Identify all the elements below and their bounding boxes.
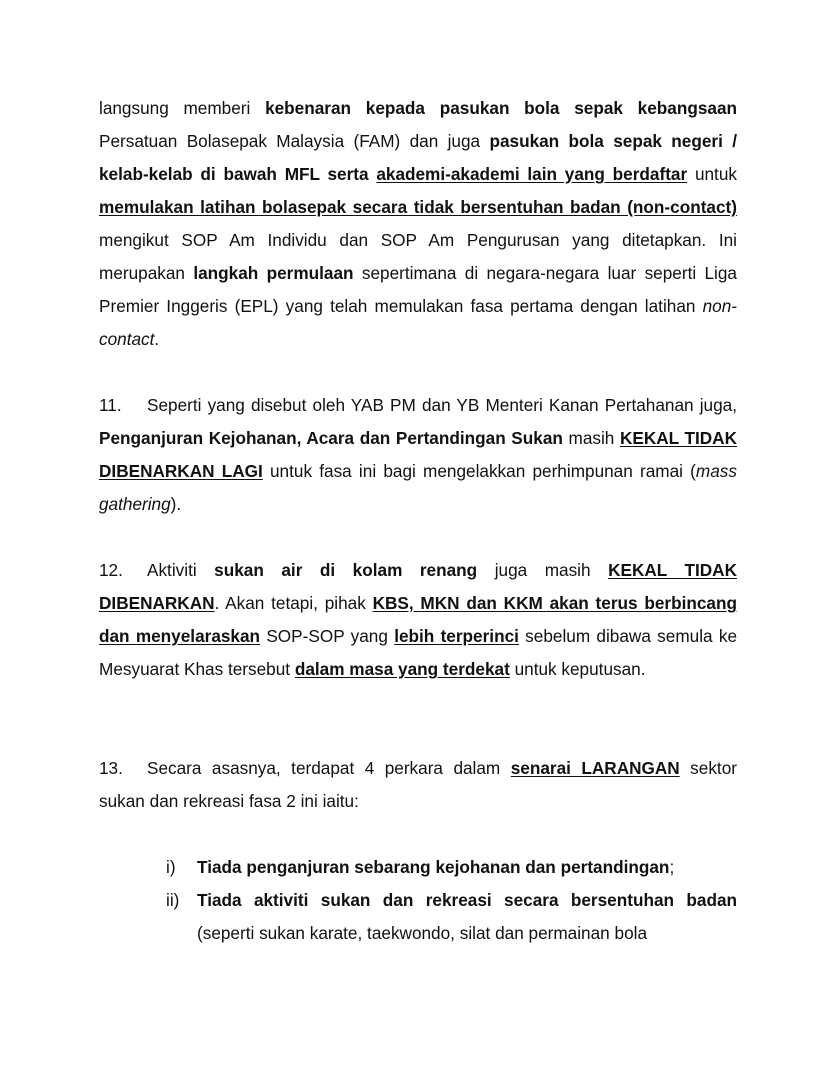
bold-underlined-text: dalam masa yang terdekat [294,659,510,679]
bold-underlined-text: KBS, MKN dan KKM akan terus berbincang dan menyelaraskan [99,593,737,646]
list-item [166,851,737,884]
text-run: langsung memberi [99,98,266,118]
bold-text: Tiada penganjuran sebarang kejohanan dan pertandingan [197,857,670,877]
bold-underlined-text: senarai LARANGAN [510,758,680,778]
paragraph-number: 12. [99,560,123,580]
prohibition-list [166,851,737,950]
text-run: SOP-SOP yang [260,626,395,646]
text-run: masih [562,428,620,448]
bold-underlined-text: memulakan latihan bolasepak secara tidak bersentuhan badan (non-contact) [99,197,737,217]
bold-underlined-text: akademi-akademi lain yang berdaftar [376,164,688,184]
text-run: . Akan tetapi, pihak [214,593,373,613]
text-run: mengikut SOP Am Individu dan SOP Am Pengurusan yang ditetapkan. Ini merupakan [99,230,737,283]
paragraph-number: 13. [99,758,123,778]
text-run: sepertimana di negara-negara luar seperti Liga Premier Inggeris (EPL) yang telah memulakan fasa pertama dengan latihan [99,263,737,316]
text-run: juga masih [477,560,609,580]
italic-text: non-contact [99,296,737,349]
bold-text: sukan air di kolam renang [214,560,478,580]
text-run: ; [669,857,675,877]
text-run: Seperti yang disebut oleh YAB PM dan YB Menteri Kanan Pertahanan juga, [147,395,737,415]
bold-text: kebenaran kepada pasukan bola sepak kebangsaan [265,98,737,118]
bold-text: Penganjuran Kejohanan, Acara dan Pertandingan Sukan [99,428,563,448]
text-run: Persatuan Bolasepak Malaysia (FAM) dan juga [99,131,490,151]
text-run: untuk fasa ini bagi mengelakkan perhimpunan ramai ( [262,461,696,481]
text-run: sektor sukan dan rekreasi fasa 2 ini iaitu: [99,758,737,811]
list-item [166,884,737,950]
list-marker: ii) [166,890,180,910]
text-run: . [154,329,160,349]
text-run: sebelum dibawa semula ke Mesyuarat Khas tersebut [99,626,738,679]
text-run: untuk [687,164,737,184]
paragraph-10-continuation [99,92,737,356]
paragraph-13 [99,752,737,818]
text-run: Secara asasnya, terdapat 4 perkara dalam [147,758,511,778]
bold-underlined-text: KEKAL TIDAK DIBENARKAN [99,560,737,613]
paragraph-12 [99,554,737,686]
bold-underlined-text: lebih terperinci [394,626,519,646]
text-run: Aktiviti [147,560,215,580]
bold-text: langkah permulaan [193,263,354,283]
paragraph-number: 11. [99,395,122,415]
bold-text: Tiada aktiviti sukan dan rekreasi secara bersentuhan badan [197,890,737,910]
text-run: untuk keputusan. [509,659,646,679]
text-run: ). [170,494,182,514]
bold-text: pasukan bola sepak negeri / kelab-kelab di bawah MFL serta [99,131,737,184]
paragraph-11 [99,389,737,521]
list-marker: i) [166,857,176,877]
text-run: (seperti sukan karate, taekwondo, silat dan permainan bola [197,923,648,943]
italic-text: mass gathering [99,461,737,514]
bold-underlined-text: KEKAL TIDAK DIBENARKAN LAGI [99,428,737,481]
